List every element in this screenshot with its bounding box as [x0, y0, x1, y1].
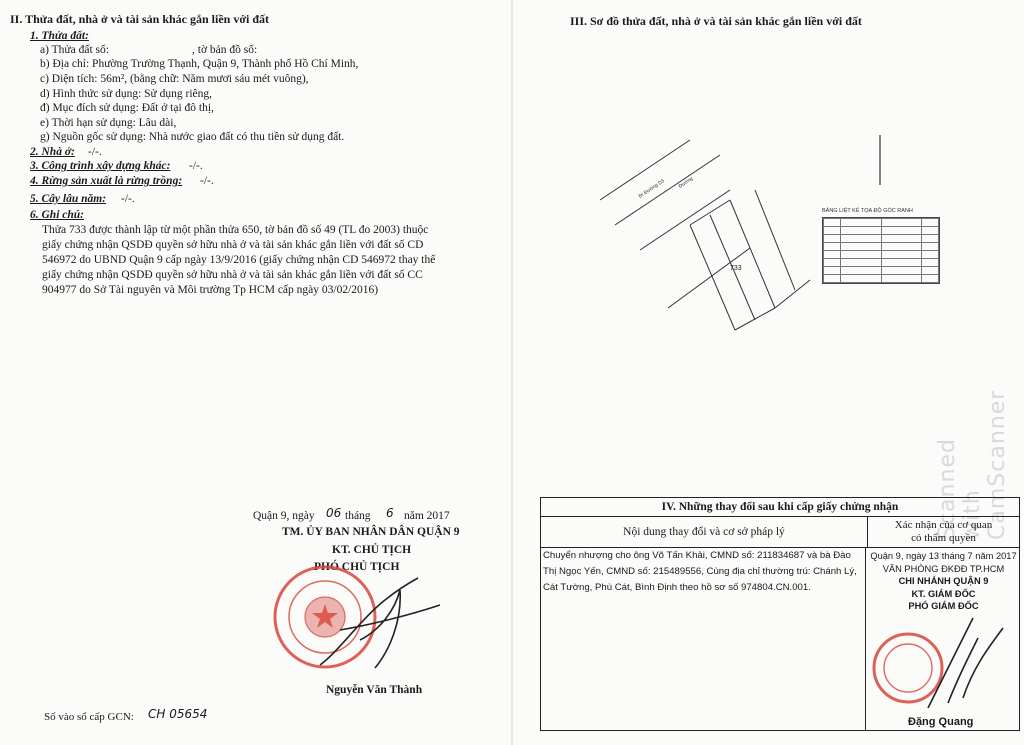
confirm-line: PHÓ GIÁM ĐỐC [908, 601, 979, 611]
sign-kt: KT. CHỦ TỊCH [332, 544, 412, 556]
item-house-value: -/-. [88, 146, 102, 158]
note-line: 546972 do UBND Quận 9 cấp ngày 13/9/2016 (giấy chứng nhận CD 546972 thay thế [42, 254, 436, 266]
map-street-label: Đường [677, 175, 695, 190]
confirm-line: VĂN PHÒNG ĐKĐĐ TP.HCM [882, 563, 1005, 574]
section4-title: IV. Những thay đổi sau khi cấp giấy chứng nhận [541, 498, 1019, 517]
sign-date-month: 6 [386, 506, 394, 520]
change-line: Chuyển nhượng cho ông Võ Tấn Khải, CMND số: 211834687 và bà Đào [543, 550, 851, 561]
parcel-no: a) Thửa đất số: [40, 44, 109, 56]
item-forest: 4. Rừng sản xuất là rừng trồng: [30, 175, 183, 187]
coord-table [822, 217, 940, 284]
change-line: Thị Ngọc Yến, CMND số: 215489556, Cùng địa chỉ thường trú: Chánh Lý, [543, 566, 857, 577]
item-perennial-value: -/-. [121, 193, 135, 205]
north-arrow [870, 130, 890, 190]
plot-diagram [580, 130, 830, 360]
usage-origin: g) Nguồn gốc sử dụng: Nhà nước giao đất có thu tiền sử dụng đất. [40, 131, 345, 143]
confirm-line: CHI NHÁNH QUẬN 9 [898, 576, 989, 586]
sign-role: PHÓ CHỦ TỊCH [314, 561, 400, 573]
coord-table-title: BẢNG LIỆT KÊ TỌA ĐỘ GÓC RANH [822, 208, 913, 214]
map-sheet-no: , tờ bản đồ số: [192, 44, 258, 56]
road-name-label: Đi Đường D3 [637, 178, 666, 200]
sign-date-prefix: Quận 9, ngày [253, 510, 315, 522]
usage-term: e) Thời hạn sử dụng: Lâu dài, [40, 117, 177, 129]
confirm-line: KT. GIÁM ĐỐC [911, 588, 976, 599]
note-line: giấy chứng nhận QSDĐ quyền sở hữu nhà ở và tài sản khác gắn liền với đất số CD [42, 239, 424, 251]
section3-title: III. Sơ đồ thửa đất, nhà ở và tài sản khác gắn liền với đất [570, 14, 862, 28]
signature-image [300, 570, 450, 680]
address: b) Địa chỉ: Phường Trường Thạnh, Quận 9, Thành phố Hồ Chí Minh, [40, 58, 359, 70]
confirm-cell [868, 548, 1019, 730]
area: c) Diện tích: 56m², (bằng chữ: Năm mươi sáu mét vuông), [40, 73, 309, 85]
changes-table [540, 497, 1020, 731]
camscanner-watermark: Scanned with CamScanner [935, 389, 1010, 540]
section2-title: II. Thửa đất, nhà ở và tài sản khác gắn liền với đất [10, 12, 270, 26]
col-change-header: Nội dung thay đổi và cơ sở pháp lý [541, 517, 868, 548]
land-heading: 1. Thửa đất: [30, 30, 89, 42]
sign-date-day: 06 [326, 506, 342, 520]
item-notes: 6. Ghi chú: [30, 209, 84, 221]
item-forest-value: -/-. [200, 175, 214, 187]
col-confirm-header [868, 517, 1019, 548]
item-perennial: 5. Cây lâu năm: [30, 193, 107, 205]
register-number: CH 05654 [148, 707, 208, 721]
item-other-works-value: -/-. [189, 160, 203, 172]
change-content-cell [541, 548, 866, 730]
item-house: 2. Nhà ở: [30, 146, 75, 158]
item-other-works: 3. Công trình xây dựng khác: [30, 160, 171, 172]
col-confirm-header-line1: Xác nhận của cơ quan [894, 519, 993, 531]
note-line: Thửa 733 được thành lập từ một phần thửa 650, tờ bản đồ số 49 (TL đo 2003) thuộc [42, 224, 429, 236]
confirm-signer: Đặng Quang [908, 716, 974, 728]
change-line: Cát Tường, Phù Cát, Bình Định theo hồ sơ số 974804.CN.001. [543, 582, 811, 593]
confirm-line: Quận 9, ngày 13 tháng 7 năm 2017 [870, 551, 1017, 561]
branch-stamp [868, 608, 1018, 718]
sign-date-month-label: tháng [345, 510, 371, 522]
plot-number: 733 [730, 265, 742, 272]
signer-name: Nguyễn Văn Thành [326, 684, 423, 696]
sign-date-year: năm 2017 [404, 510, 450, 522]
sign-organization: TM. ỦY BAN NHÂN DÂN QUẬN 9 [282, 526, 460, 538]
col-confirm-header-line2: có thẩm quyền [911, 532, 976, 544]
note-line: giấy chứng nhận QSDĐ quyền sở hữu nhà ở và tài sản khác gắn liền với đất số CC [42, 269, 423, 281]
usage-form: d) Hình thức sử dụng: Sử dụng riêng, [40, 88, 213, 100]
note-line: 904977 do Sở Tài nguyên và Môi trường Tp HCM cấp ngày 03/02/2016) [42, 284, 379, 296]
usage-purpose: đ) Mục đích sử dụng: Đất ở tại đô thị, [40, 102, 214, 114]
register-label: Số vào sổ cấp GCN: [44, 711, 134, 723]
